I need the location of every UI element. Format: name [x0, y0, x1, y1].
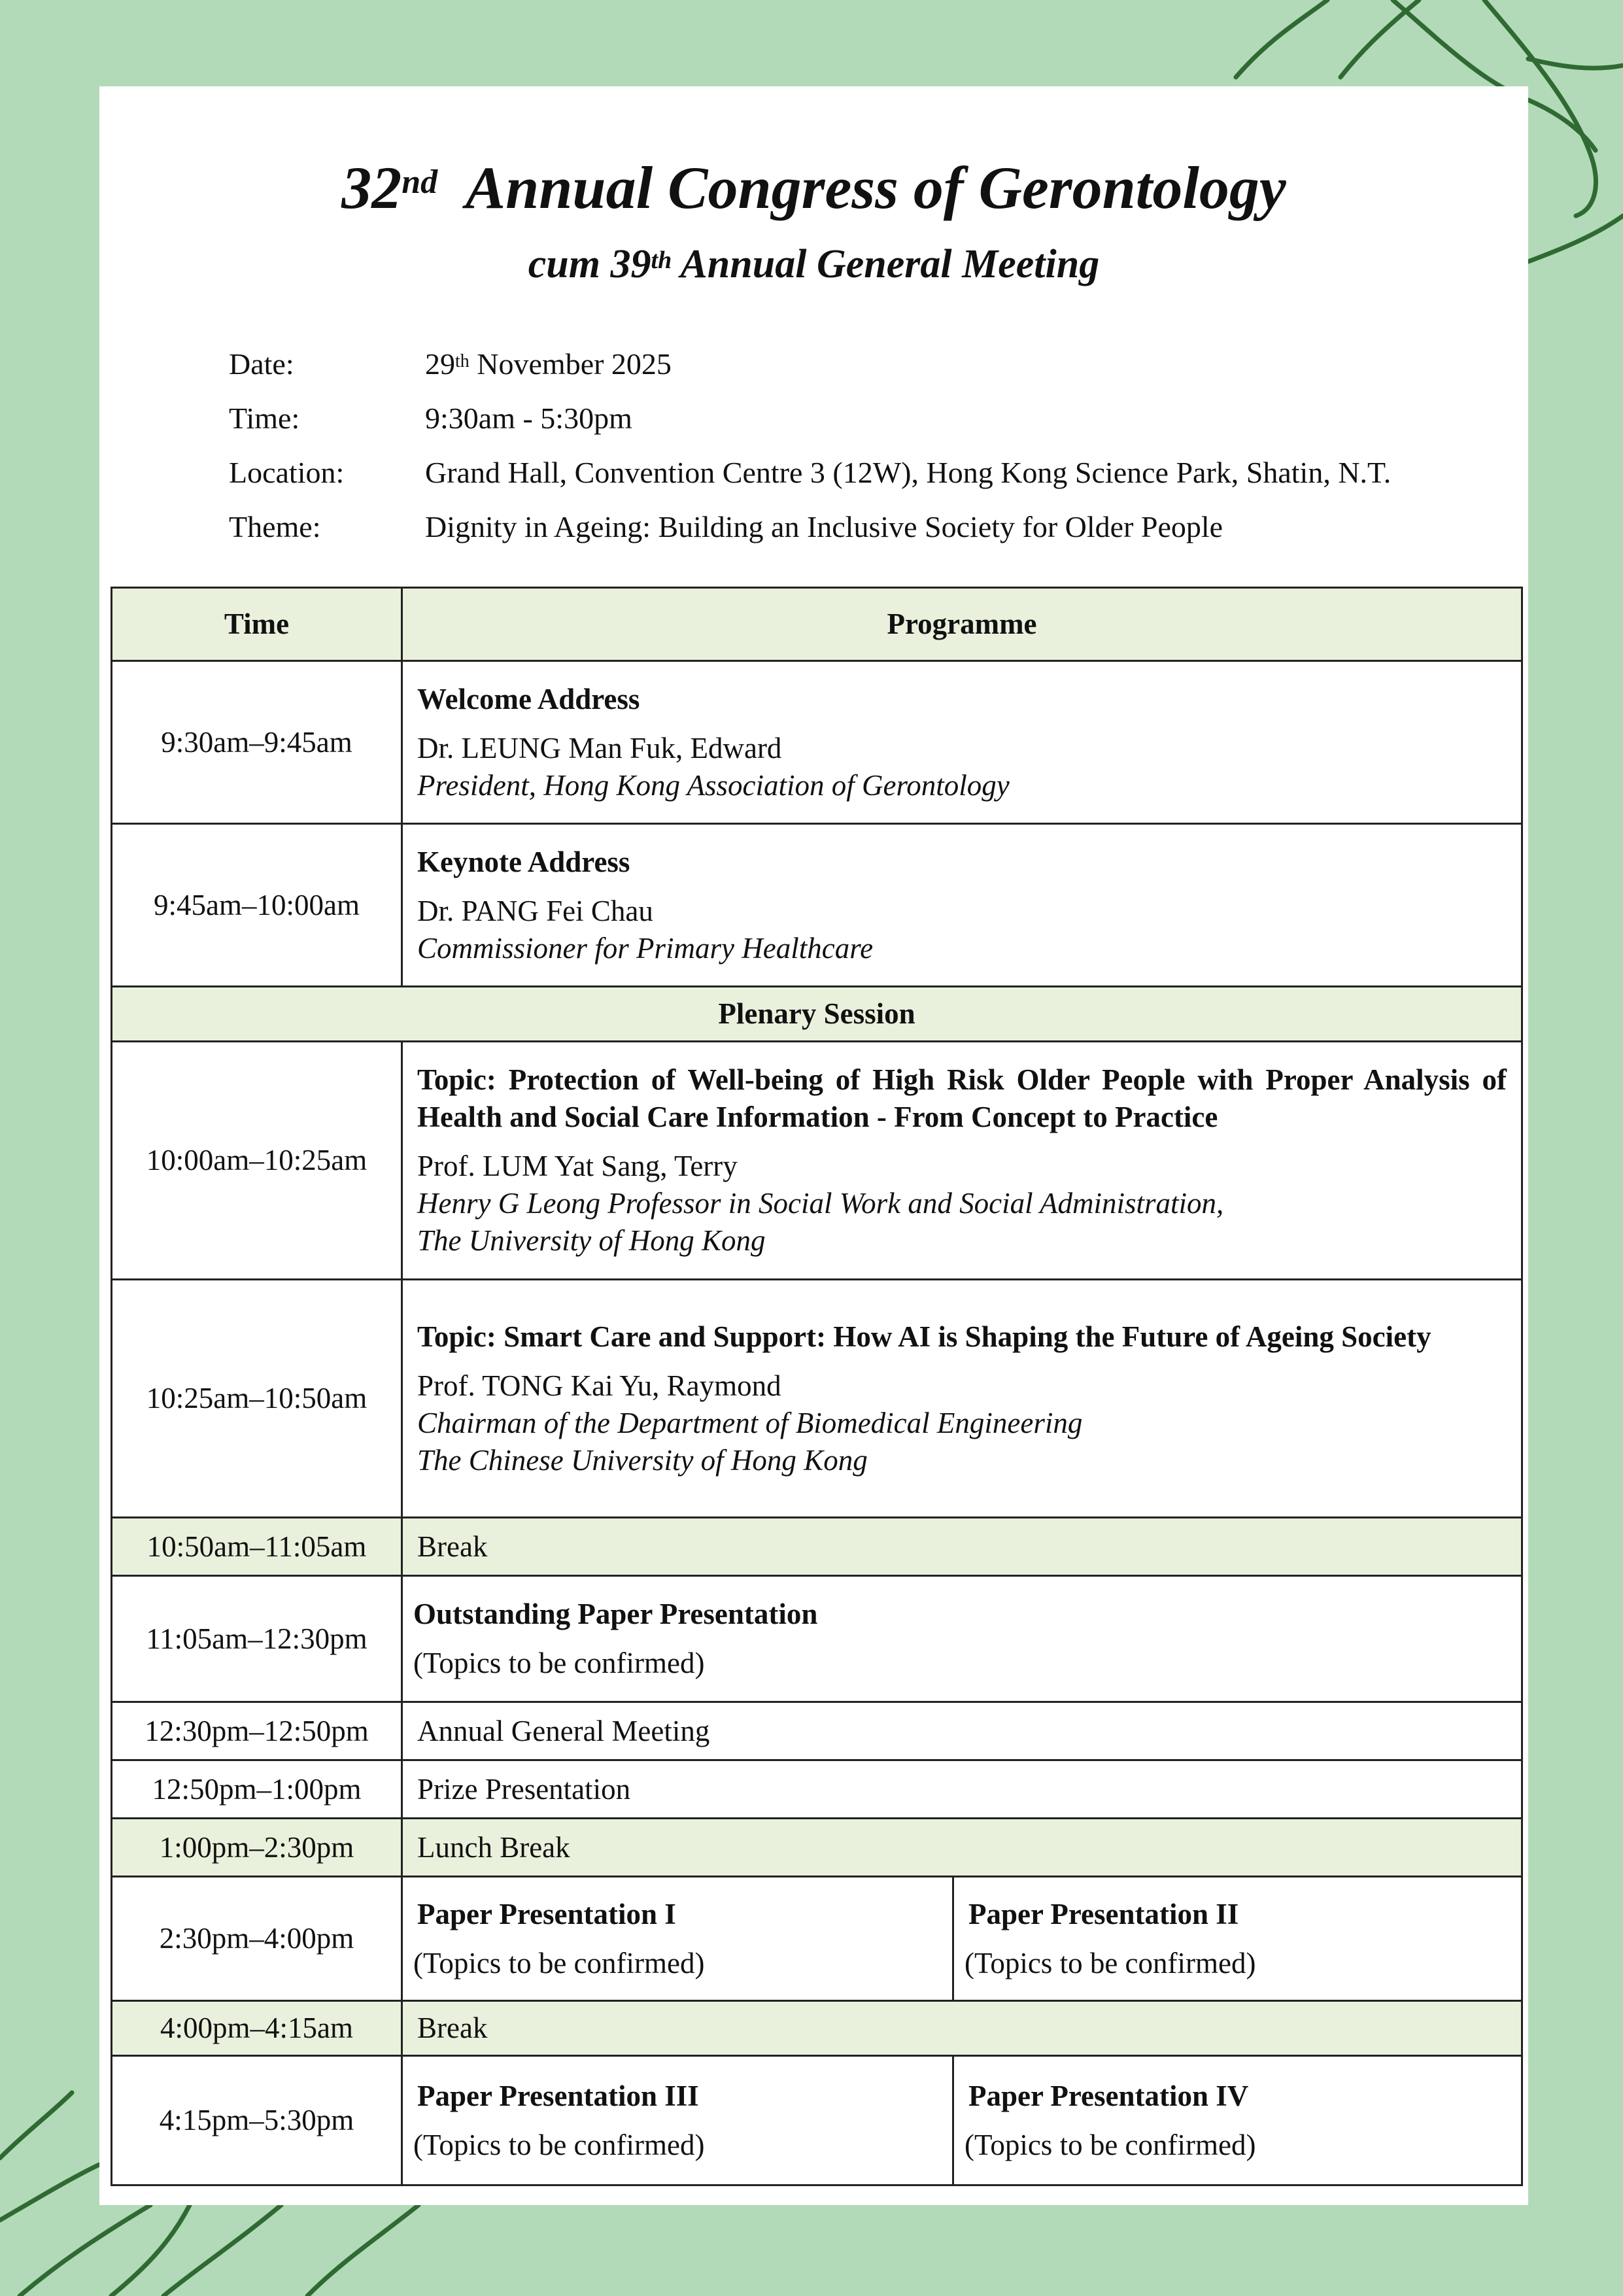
row-time: 10:00am–10:25am: [112, 1042, 402, 1280]
row-programme: [402, 1576, 1522, 1702]
date-label: Date:: [229, 347, 294, 381]
speaker-role: Chairman of the Department of Biomedical Engineering: [417, 1406, 1083, 1439]
session-topic: Topic: Protection of Well-being of High Risk Older People with Proper Analysis of Health and Social Care Information - From Concept to Practice: [417, 1063, 1507, 1133]
decor-line-bottom-2: [0, 2165, 99, 2220]
subtitle-superscript: th: [651, 247, 672, 274]
row-time: 2:30pm–4:00pm: [112, 1877, 402, 2001]
decor-line-bottom-3: [20, 2205, 150, 2296]
paper-presentation-cell: [402, 2056, 953, 2185]
table-row: [112, 1877, 1522, 2001]
table-row: [112, 661, 1522, 824]
time-value: 9:30am - 5:30pm: [425, 402, 632, 435]
row-time: 9:45am–10:00am: [112, 824, 402, 987]
decor-line-top-5: [1528, 59, 1623, 68]
row-programme: Annual General Meeting: [402, 1702, 1522, 1760]
row-programme: [402, 824, 1522, 987]
location-value: Grand Hall, Convention Centre 3 (12W), Hong Kong Science Park, Shatin, N.T.: [425, 456, 1392, 489]
speaker-name: Dr. LEUNG Man Fuk, Edward: [417, 731, 782, 764]
session-title: Outstanding Paper Presentation: [413, 1598, 818, 1630]
row-time: 10:25am–10:50am: [112, 1280, 402, 1518]
congress-title: 32nd Annual Congress of Gerontology: [341, 154, 1286, 221]
table-row: [112, 1576, 1522, 1702]
session-note: (Topics to be confirmed): [965, 1946, 1256, 1979]
theme-value: Dignity in Ageing: Building an Inclusive Society for Older People: [425, 510, 1223, 543]
plenary-session-label: Plenary Session: [112, 987, 1522, 1042]
speaker-name: Dr. PANG Fei Chau: [417, 894, 653, 927]
programme-card: [99, 86, 1528, 2205]
row-programme: [402, 1042, 1522, 1280]
speaker-name: Prof. TONG Kai Yu, Raymond: [417, 1369, 781, 1402]
theme-label: Theme:: [229, 510, 321, 543]
table-row: [112, 1819, 1522, 1877]
table-row: [112, 824, 1522, 987]
row-programme: Lunch Break: [402, 1819, 1522, 1877]
row-time: 11:05am–12:30pm: [112, 1576, 402, 1702]
session-topic: Topic: Smart Care and Support: How AI is Shaping the Future of Ageing Society: [417, 1320, 1431, 1353]
speaker-name: Prof. LUM Yat Sang, Terry: [417, 1150, 738, 1182]
header-programme: Programme: [402, 588, 1522, 661]
decor-line-top-6: [1528, 216, 1623, 262]
session-title: Welcome Address: [417, 682, 640, 715]
row-programme: Prize Presentation: [402, 1760, 1522, 1819]
row-programme: [402, 661, 1522, 824]
row-time: 12:30pm–12:50pm: [112, 1702, 402, 1760]
time-label: Time:: [229, 402, 300, 435]
congress-subtitle: cum 39th Annual General Meeting: [528, 242, 1100, 286]
row-time: 12:50pm–1:00pm: [112, 1760, 402, 1819]
table-row: [112, 2001, 1522, 2056]
speaker-affiliation: The University of Hong Kong: [417, 1224, 766, 1257]
table-row: [112, 2056, 1522, 2185]
paper-presentation-cell: [953, 2056, 1522, 2185]
session-note: (Topics to be confirmed): [413, 1647, 705, 1679]
table-row: [112, 1702, 1522, 1760]
table-row: [112, 1760, 1522, 1819]
row-time: 10:50am–11:05am: [112, 1518, 402, 1576]
row-time: 1:00pm–2:30pm: [112, 1819, 402, 1877]
table-header-row: [112, 588, 1522, 661]
session-title: Paper Presentation II: [968, 1897, 1239, 1930]
session-title: Keynote Address: [417, 845, 630, 878]
title-superscript: nd: [401, 163, 438, 201]
session-note: (Topics to be confirmed): [965, 2128, 1256, 2161]
date-value: 29th November 2025: [425, 347, 672, 381]
speaker-role: Henry G Leong Professor in Social Work and Social Administration,: [417, 1187, 1224, 1220]
row-programme: Break: [402, 2001, 1522, 2056]
row-time: 4:15pm–5:30pm: [112, 2056, 402, 2185]
table-row: [112, 1042, 1522, 1280]
paper-presentation-cell: [953, 1877, 1522, 2001]
plenary-session-row: [112, 987, 1522, 1042]
paper-presentation-cell: [402, 1877, 953, 2001]
decor-line-bottom-1: [0, 2093, 72, 2158]
table-row: [112, 1518, 1522, 1576]
row-time: 9:30am–9:45am: [112, 661, 402, 824]
session-title: Paper Presentation IV: [968, 2079, 1249, 2112]
decor-line-top-1: [1236, 0, 1327, 77]
decor-line-bottom-6: [307, 2205, 419, 2296]
location-label: Location:: [229, 456, 345, 489]
speaker-role: Commissioner for Primary Healthcare: [417, 931, 874, 965]
row-programme: [402, 1280, 1522, 1518]
session-title: Paper Presentation III: [417, 2079, 699, 2112]
speaker-role: President, Hong Kong Association of Gerontology: [417, 768, 1010, 802]
row-time: 4:00pm–4:15am: [112, 2001, 402, 2056]
speaker-affiliation: The Chinese University of Hong Kong: [417, 1443, 868, 1477]
session-note: (Topics to be confirmed): [413, 1946, 705, 1979]
programme-table: [111, 587, 1523, 2186]
session-title: Paper Presentation I: [417, 1897, 676, 1930]
table-row: [112, 1280, 1522, 1518]
header-time: Time: [112, 588, 402, 661]
row-programme: Break: [402, 1518, 1522, 1576]
session-note: (Topics to be confirmed): [413, 2128, 705, 2161]
